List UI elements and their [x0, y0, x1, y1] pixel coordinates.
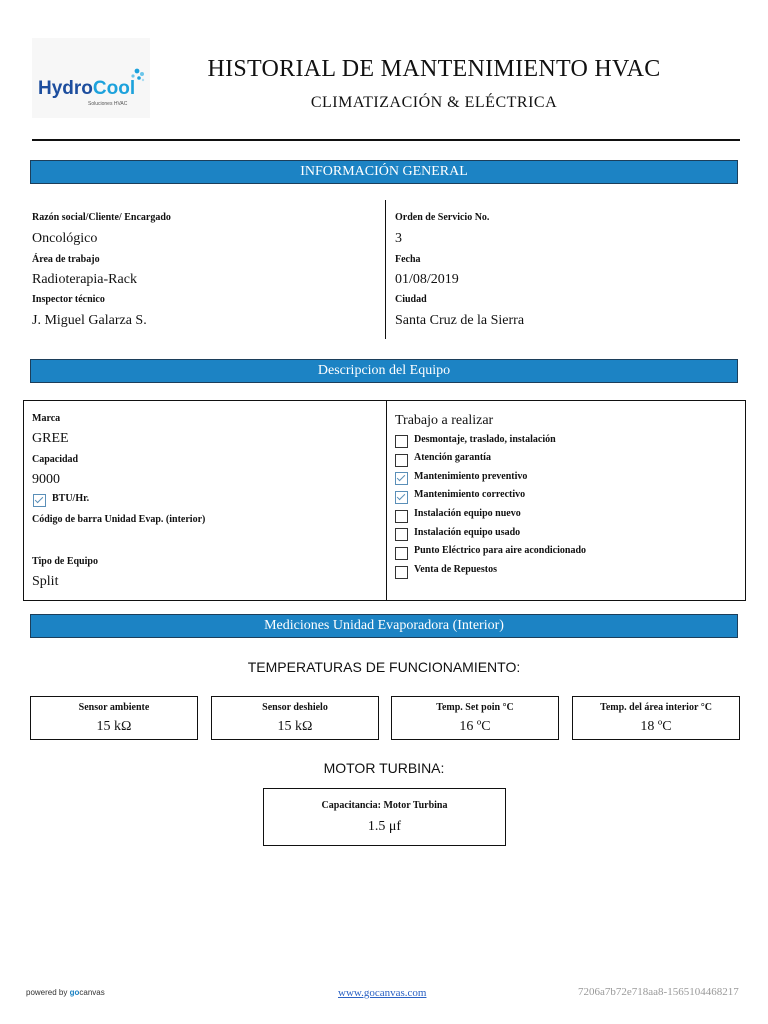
sensor-label: Temp. Set poin °C: [436, 702, 514, 713]
general-info-banner: INFORMACIÓN GENERAL: [30, 160, 738, 184]
powered-by: [26, 988, 105, 997]
document-title: HISTORIAL DE MANTENIMIENTO HVAC: [207, 56, 661, 82]
sensor-defrost-box: [211, 696, 379, 740]
work-area-value: Radioterapia-Rack: [32, 272, 137, 287]
service-order-value: 3: [395, 231, 402, 246]
work-checkbox-dismantle[interactable]: [395, 435, 408, 448]
work-item-label: Venta de Repuestos: [414, 564, 497, 575]
header-divider: [32, 139, 740, 141]
work-item-label: Instalación equipo usado: [414, 527, 521, 538]
gocanvas-logo-b: canvas: [79, 988, 105, 997]
client-value: Oncológico: [32, 231, 98, 246]
work-item-label: Punto Eléctrico para aire acondicionado: [414, 545, 587, 556]
sensor-label: Temp. del área interior °C: [600, 702, 712, 713]
brand-value: GREE: [32, 431, 69, 446]
work-title: Trabajo a realizar: [395, 413, 494, 428]
equipment-divider: [386, 400, 387, 600]
sensor-label: Sensor deshielo: [262, 702, 328, 713]
equipment-banner: Descripcion del Equipo: [30, 359, 738, 383]
measurements-banner: Mediciones Unidad Evaporadora (Interior): [30, 614, 738, 638]
motor-capacitance-box: [263, 788, 506, 846]
city-label: Ciudad: [395, 294, 427, 305]
work-item-label: Mantenimiento preventivo: [414, 471, 528, 482]
client-label: Razón social/Cliente/ Encargado: [32, 212, 171, 223]
sensor-ambient-box: [30, 696, 198, 740]
work-item-label: Mantenimiento correctivo: [414, 489, 526, 500]
capacity-label: Capacidad: [32, 454, 79, 465]
powered-prefix: powered by: [26, 988, 70, 997]
setpoint-temp-box: [391, 696, 559, 740]
sensor-label: Sensor ambiente: [78, 702, 150, 713]
sensor-value: 18 ºC: [640, 719, 672, 734]
work-checkbox-corrective[interactable]: [395, 491, 408, 504]
work-checkbox-preventive[interactable]: [395, 472, 408, 485]
logo-wordmark: [38, 78, 135, 100]
logo-brand-a: Hydro: [38, 78, 93, 99]
logo-brand-b: Cool: [92, 78, 136, 99]
brand-label: Marca: [32, 413, 61, 424]
work-checkbox-used-install[interactable]: [395, 528, 408, 541]
capacity-unit: BTU/Hr.: [52, 493, 90, 504]
general-divider: [385, 200, 386, 339]
btu-checkbox[interactable]: [33, 494, 46, 507]
work-checkbox-spare-parts[interactable]: [395, 566, 408, 579]
document-id: 7206a7b72e718aa8-1565104468217: [578, 986, 739, 998]
sensor-value: 15 kΩ: [96, 719, 132, 734]
motor-capacitance-value: 1.5 μf: [367, 819, 402, 834]
equipment-box: [23, 400, 746, 601]
date-value: 01/08/2019: [395, 272, 459, 287]
gocanvas-logo-a: go: [69, 988, 80, 997]
barcode-label: Código de barra Unidad Evap. (interior): [32, 514, 206, 525]
date-label: Fecha: [395, 254, 421, 265]
work-item-label: Desmontaje, traslado, instalación: [414, 434, 556, 445]
motor-capacitance-label: Capacitancia: Motor Turbina: [321, 800, 448, 811]
interior-temp-box: [572, 696, 740, 740]
gocanvas-link[interactable]: www.gocanvas.com: [338, 987, 427, 999]
inspector-label: Inspector técnico: [32, 294, 105, 305]
work-area-label: Área de trabajo: [32, 254, 100, 265]
equipment-type-label: Tipo de Equipo: [32, 556, 98, 567]
service-order-label: Orden de Servicio No.: [395, 212, 490, 223]
sensor-value: 16 ºC: [459, 719, 491, 734]
city-value: Santa Cruz de la Sierra: [395, 313, 525, 328]
work-checkbox-warranty[interactable]: [395, 454, 408, 467]
inspector-value: J. Miguel Galarza S.: [32, 313, 147, 328]
document-subtitle: CLIMATIZACIÓN & ELÉCTRICA: [310, 94, 558, 111]
temperatures-title: TEMPERATURAS DE FUNCIONAMIENTO:: [247, 659, 521, 675]
capacity-value: 9000: [32, 472, 60, 487]
equipment-type-value: Split: [32, 574, 59, 589]
work-checkbox-new-install[interactable]: [395, 510, 408, 523]
sensor-value: 15 kΩ: [277, 719, 313, 734]
work-checkbox-electric-point[interactable]: [395, 547, 408, 560]
motor-title: MOTOR TURBINA:: [323, 760, 445, 776]
work-item-label: Atención garantía: [414, 452, 491, 463]
logo-subtitle: Soluciones HVAC: [88, 101, 128, 107]
company-logo: [32, 38, 150, 118]
work-item-label: Instalación equipo nuevo: [414, 508, 521, 519]
